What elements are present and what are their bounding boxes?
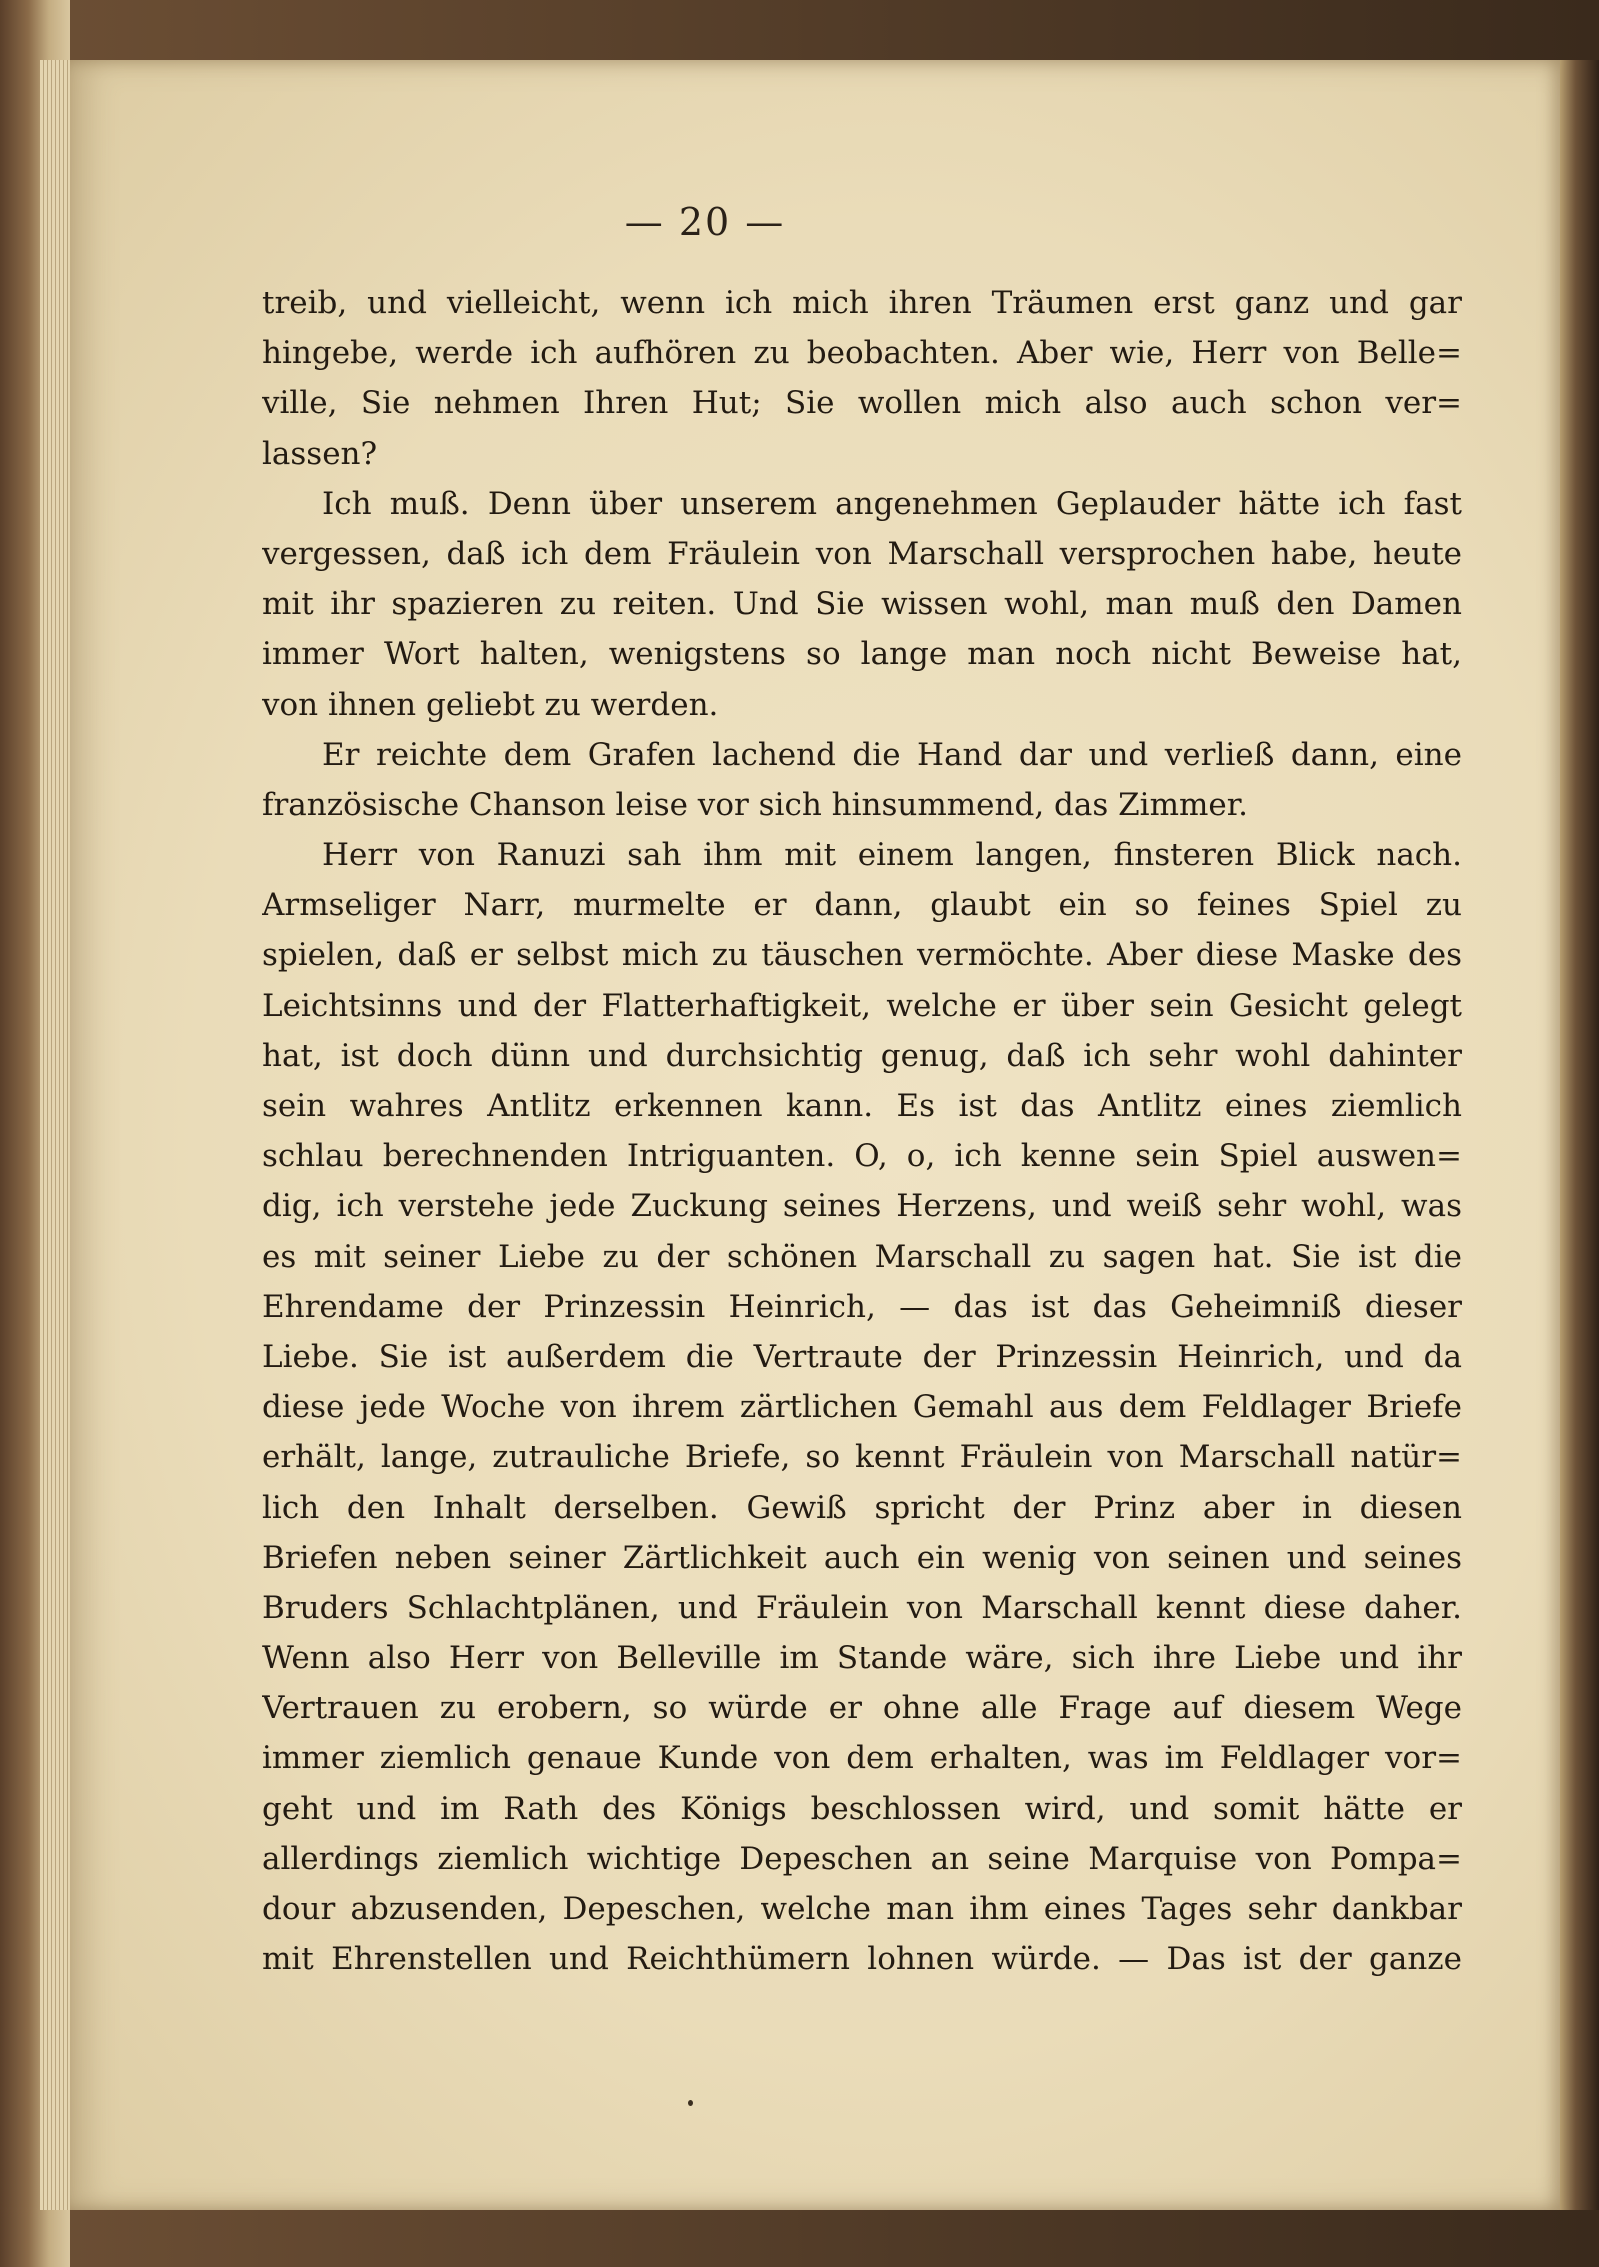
text-line: vergessen, daß ich dem Fräulein von Marschall versprochen habe, heute xyxy=(262,535,1462,572)
body-text xyxy=(262,278,1462,1984)
text-line: Wenn also Herr von Belleville im Stande wäre, sich ihre Liebe und ihr xyxy=(262,1640,1462,1677)
page-number: — 20 — xyxy=(624,200,786,244)
text-line: mit Ehrenstellen und Reichthümern lohnen würde. — Das ist der ganze xyxy=(262,1941,1462,1978)
text-line: sein wahres Antlitz erkennen kann. Es ist das Antlitz eines ziemlich xyxy=(262,1088,1462,1124)
text-line: immer Wort halten, wenigstens so lange man noch nicht Beweise hat, xyxy=(262,636,1462,673)
text-line: Herr von Ranuzi sah ihm mit einem langen, finsteren Blick nach. xyxy=(322,837,1462,874)
text-line: lassen? xyxy=(262,435,378,472)
text-line: Vertrauen zu erobern, so würde er ohne alle Frage auf diesem Wege xyxy=(262,1690,1462,1727)
text-line: von ihnen geliebt zu werden. xyxy=(262,686,719,723)
text-line: treib, und vielleicht, wenn ich mich ihren Träumen erst ganz und gar xyxy=(262,285,1462,321)
text-line: dig, ich verstehe jede Zuckung seines Herzens, und weiß sehr wohl, was xyxy=(262,1188,1462,1225)
text-line: französische Chanson leise vor sich hinsummend, das Zimmer. xyxy=(262,786,1248,823)
text-line: dour abzusenden, Depeschen, welche man ihm eines Tages sehr dankbar xyxy=(262,1891,1462,1927)
text-line: es mit seiner Liebe zu der schönen Marschall zu sagen hat. Sie ist die xyxy=(262,1238,1462,1275)
text-line: allerdings ziemlich wichtige Depeschen an seine Marquise von Pompa= xyxy=(262,1840,1462,1877)
text-line: spielen, daß er selbst mich zu täuschen vermöchte. Aber diese Maske des xyxy=(262,937,1462,974)
text-line: Ich muß. Denn über unserem angenehmen Geplauder hätte ich fast xyxy=(322,485,1462,522)
text-line: hingebe, werde ich aufhören zu beobachten. Aber wie, Herr von Belle= xyxy=(262,335,1462,372)
paper-speck xyxy=(688,2100,693,2106)
text-line: Liebe. Sie ist außerdem die Vertraute der Prinzessin Heinrich, und da xyxy=(262,1338,1462,1375)
text-line: immer ziemlich genaue Kunde von dem erhalten, was im Feldlager vor= xyxy=(262,1740,1462,1777)
page-edges xyxy=(40,60,70,2210)
text-line: geht und im Rath des Königs beschlossen wird, und somit hätte er xyxy=(262,1790,1462,1827)
text-line: diese jede Woche von ihrem zärtlichen Gemahl aus dem Feldlager Briefe xyxy=(262,1389,1462,1426)
text-line: Leichtsinns und der Flatterhaftigkeit, welche er über sein Gesicht gelegt xyxy=(262,987,1462,1024)
text-line: Er reichte dem Grafen lachend die Hand dar und verließ dann, eine xyxy=(322,736,1462,773)
book-cover-edge xyxy=(1560,60,1599,2210)
text-line: Ehrendame der Prinzessin Heinrich, — das ist das Geheimniß dieser xyxy=(262,1288,1462,1325)
text-line: Bruders Schlachtplänen, und Fräulein von Marschall kennt diese daher. xyxy=(262,1589,1462,1626)
text-line: erhält, lange, zutrauliche Briefe, so kennt Fräulein von Marschall natür= xyxy=(262,1439,1462,1476)
text-line: lich den Inhalt derselben. Gewiß spricht der Prinz aber in diesen xyxy=(262,1489,1462,1526)
text-line: ville, Sie nehmen Ihren Hut; Sie wollen mich also auch schon ver= xyxy=(262,385,1462,422)
text-line: schlau berechnenden Intriguanten. O, o, ich kenne sein Spiel auswen= xyxy=(262,1138,1462,1175)
text-line: Armseliger Narr, murmelte er dann, glaubt ein so feines Spiel zu xyxy=(262,887,1462,924)
text-line: Briefen neben seiner Zärtlichkeit auch ein wenig von seinen und seines xyxy=(262,1539,1462,1576)
text-line: hat, ist doch dünn und durchsichtig genug, daß ich sehr wohl dahinter xyxy=(262,1037,1462,1074)
text-line: mit ihr spazieren zu reiten. Und Sie wissen wohl, man muß den Damen xyxy=(262,586,1462,623)
